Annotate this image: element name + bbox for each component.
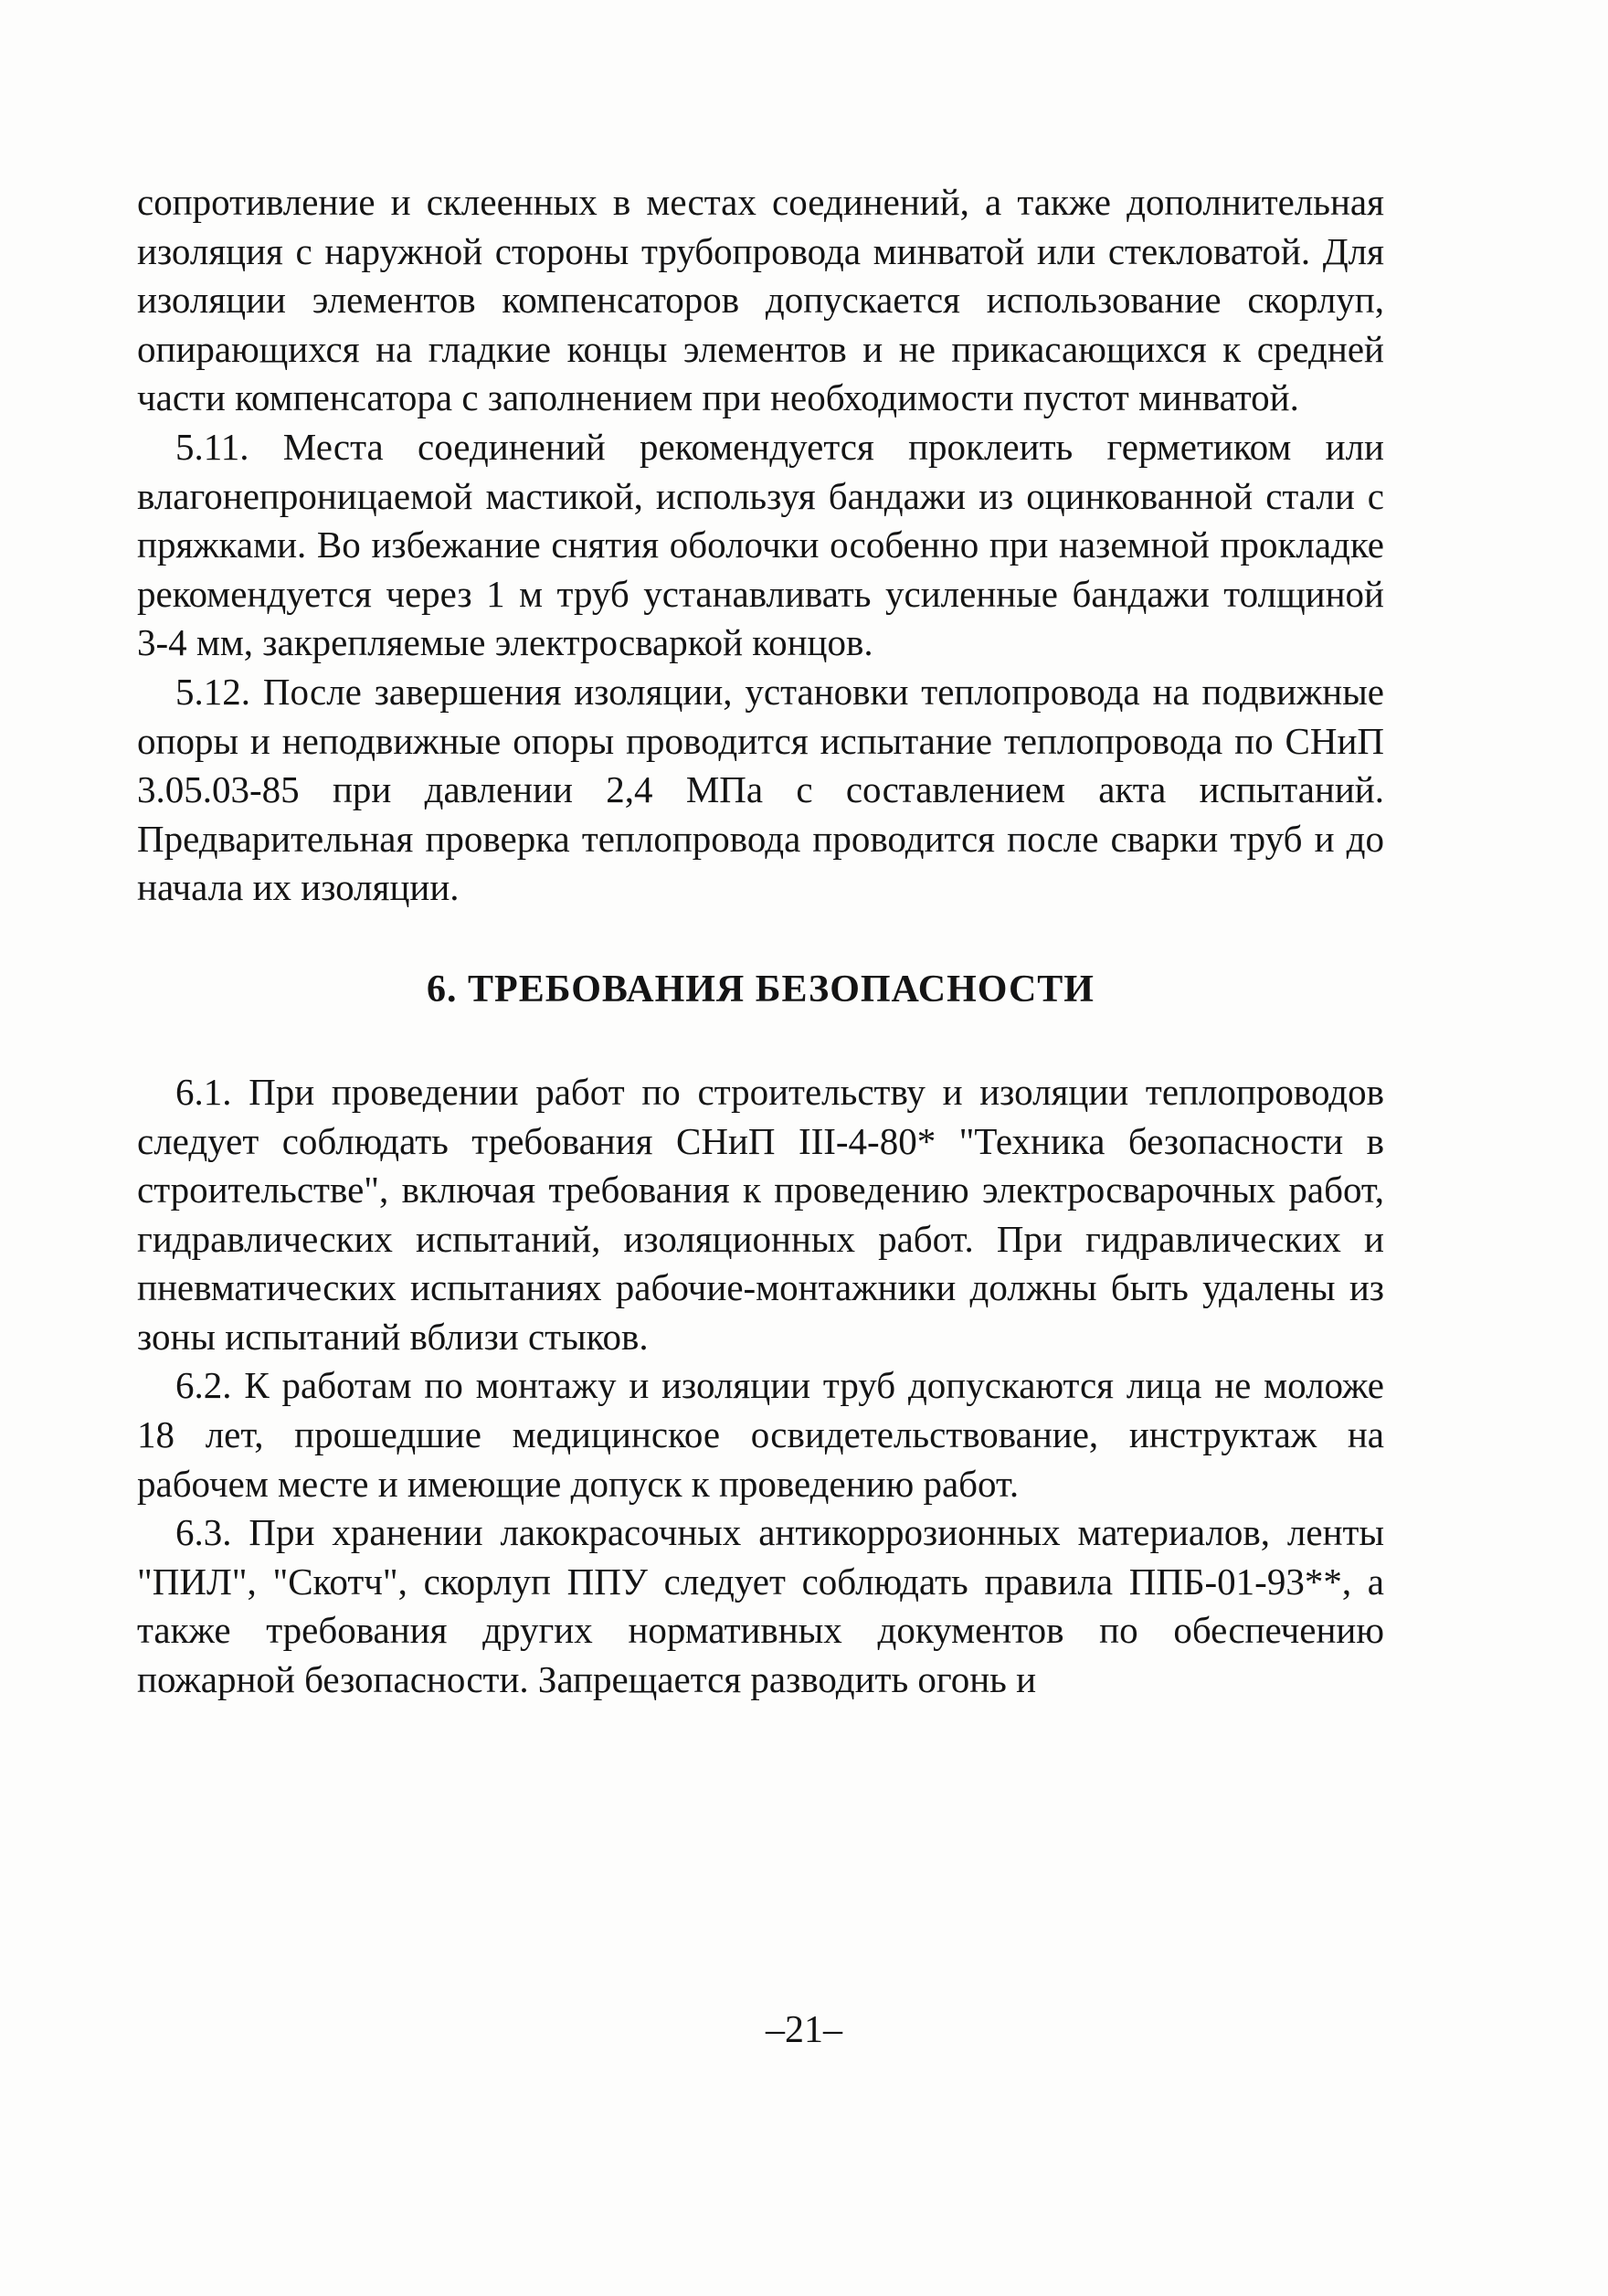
paragraph-6-2: 6.2. К работам по монтажу и изоляции труб допускаются лица не моложе 18 лет, прошедшие медицинское освидетельствование, инструктаж на рабочем месте и имеющие допуск к проведению работ. [137,1364,1384,1505]
paragraph-6-3: 6.3. При хранении лакокрасочных антикоррозионных материалов, ленты "ПИЛ", "Скотч", скорлуп ППУ следует соблюдать правила ППБ-01-93**, а также требования других нормативных документов по обеспечению пожарной безопасности. Запрещается разводить огонь и [137,1511,1384,1701]
paragraph-5-12: 5.12. После завершения изоляции, установки теплопровода на подвижные опоры и неподвижные опоры проводится испытание теплопровода по СНиП 3.05.03-85 при давлении 2,4 МПа с составлением акта испытаний. Предварительная проверка теплопровода проводится после сварки труб и до начала их изоляции. [137,670,1384,909]
paragraph-6-1: 6.1. При проведении работ по строительству и изоляции теплопроводов следует соблюдать требования СНиП III-4-80* "Техника безопасности в строительстве", включая требования к проведению электросварочных работ, гидравлических испытаний, изоляционных работ. При гидравлических и пневматических испытаниях рабочие-монтажники должны быть удалены из зоны испытаний вблизи стыков. [137,1070,1384,1358]
paragraph-continuation: сопротивление и склеенных в местах соединений, а также дополнительная изоляция с наружной стороны трубопровода минватой или стекловатой. Для изоляции элементов компенсаторов допускается использование скорлуп, опирающихся на гладкие концы элементов и не прикасающихся к средней части компенсатора с заполнением при необходимости пустот минватой. [137,181,1384,419]
page-body [137,178,1384,1705]
page-number: –21– [766,2009,842,2051]
paragraph-5-11: 5.11. Места соединений рекомендуется проклеить герметиком или влагонепроницаемой мастикой, используя бандажи из оцинкованной стали с пряжками. Во избежание снятия оболочки особенно при наземной прокладке рекомендуется через 1 м труб устанавливать усиленные бандажи толщиной 3-4 мм, закрепляемые электросваркой концов. [137,425,1384,664]
section-heading: 6. ТРЕБОВАНИЯ БЕЗОПАСНОСТИ [427,968,1095,1010]
